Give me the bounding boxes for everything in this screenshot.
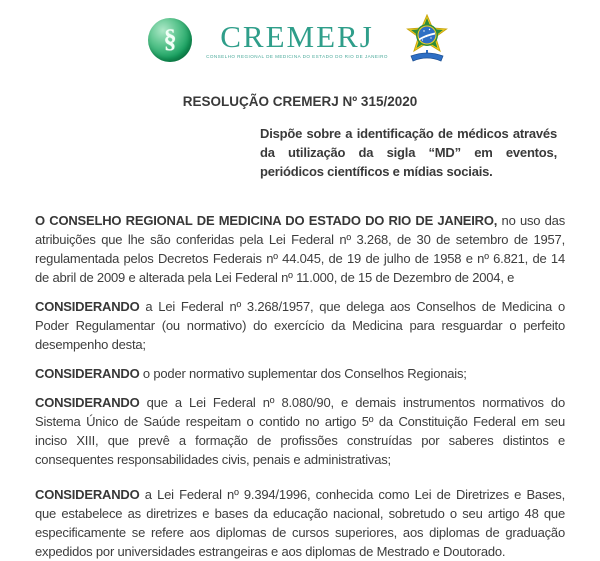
paragraph-text: no uso das atribuições que lhe são conferidas pela Lei Federal nº 3.268, de 30 de setembro de 1957, regulamentada pelos Decretos Federais nº 44.045, de 19 de julho de 1958 e nº 6.821, de 14 de abril de 2009 e alterada pela Lei Federal nº 11.000, de 15 de Dezembro de 2004, e <box>35 213 566 285</box>
paragraph-considerando-3 <box>35 393 565 469</box>
paragraph-text: a Lei Federal nº 3.268/1957, que delega aos Conselhos de Medicina o Poder Regulamentar (ou normativo) do exercício da Medicina para resguardar o perfeito desempenho desta; <box>35 299 565 352</box>
paragraph-preamble <box>35 211 565 287</box>
paragraph-text: o poder normativo suplementar dos Conselhos Regionais; <box>139 366 467 381</box>
serpent-staff-glyph: § <box>163 24 177 53</box>
paragraph-lead: O CONSELHO REGIONAL DE MEDICINA DO ESTADO DO RIO DE JANEIRO, <box>35 213 498 228</box>
paragraph-considerando-1 <box>35 297 565 354</box>
resolution-summary: Dispõe sobre a identificação de médicos através da utilização da sigla “MD” em eventos, periódicos científicos e mídias sociais. <box>260 126 557 179</box>
cremerj-subtitle: CONSELHO REGIONAL DE MEDICINA DO ESTADO DO RIO DE JANEIRO <box>206 53 388 59</box>
brazil-coat-of-arms-icon <box>402 14 452 66</box>
paragraph-considerando-4 <box>35 485 565 561</box>
paragraph-text: que a Lei Federal nº 8.080/90, e demais instrumentos normativos do Sistema Único de Saúde respeitam o contido no artigo 5º da Constituição Federal em seu inciso XIII, que prevê a formação de profissões construídas por saberes distintos e consequentes responsabilidades civis, penais e administrativas; <box>35 395 565 467</box>
paragraph-lead: CONSIDERANDO <box>35 487 140 502</box>
paragraph-lead: CONSIDERANDO <box>35 366 140 381</box>
cremerj-wordmark-block <box>206 18 388 59</box>
paragraph-considerando-2 <box>35 364 565 383</box>
paragraph-text: a Lei Federal nº 9.394/1996, conhecida como Lei de Diretrizes e Bases, que estabelece as diretrizes e bases da educação nacional, sobretudo o seu artigo 48 que especificamente se refere aos diplomas de cursos superiores, aos diplomas de graduação expedidos por universidades estrangeiras e aos diplomas de Mestrado e Doutorado. <box>35 487 565 559</box>
cremerj-serpent-logo-icon <box>148 18 192 62</box>
paragraph-lead: CONSIDERANDO <box>35 395 140 410</box>
resolution-title: RESOLUÇÃO CREMERJ Nº 315/2020 <box>182 94 418 109</box>
cremerj-wordmark: CREMERJ <box>220 18 374 54</box>
paragraph-lead: CONSIDERANDO <box>35 299 140 314</box>
letterhead <box>0 0 600 66</box>
resolution-body <box>0 92 600 561</box>
